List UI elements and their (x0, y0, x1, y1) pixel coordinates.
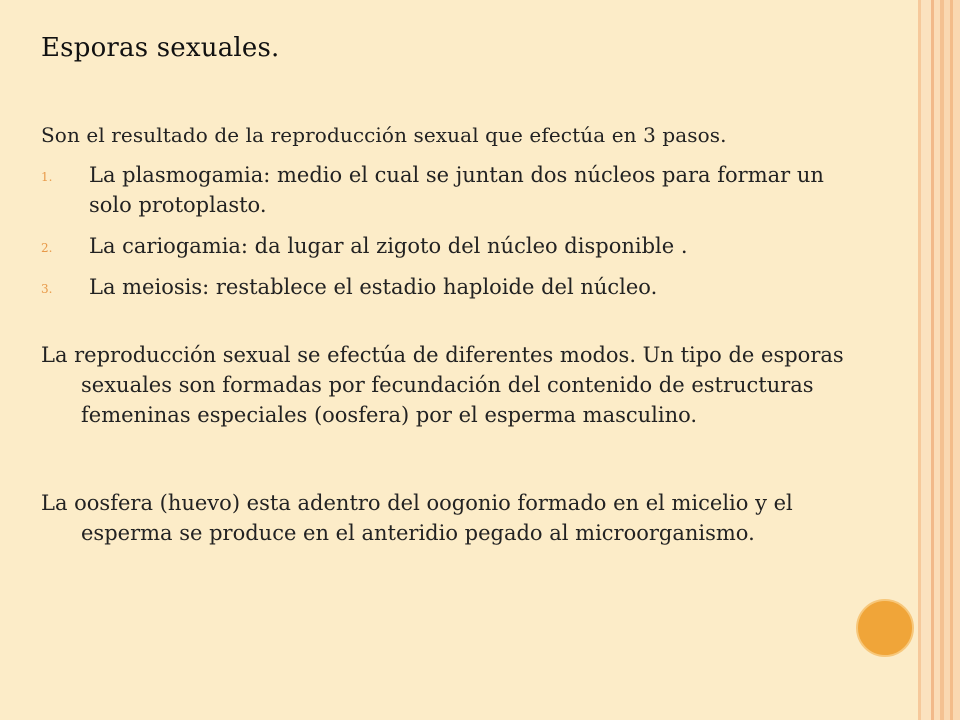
decorative-stripe (950, 0, 953, 720)
slide-body (41, 120, 871, 548)
slide-title: Esporas sexuales. (41, 33, 280, 63)
list-item-text: La meiosis: restablece el estadio haploide del núcleo. (89, 275, 658, 299)
orange-circle-decoration (856, 599, 914, 657)
list-number: 3. (41, 282, 53, 296)
decorative-stripe (921, 0, 931, 720)
list-item (41, 272, 871, 302)
paragraph-oosfera: La oosfera (huevo) esta adentro del oogonio formado en el micelio y el esperma se produce en el anteridio pegado al microorganismo. (41, 491, 793, 545)
list-item (41, 231, 871, 261)
steps-list (41, 160, 871, 302)
list-number: 1. (41, 170, 53, 184)
list-item-text: La cariogamia: da lugar al zigoto del núcleo disponible . (89, 234, 688, 258)
list-item-text: La plasmogamia: medio el cual se juntan dos núcleos para formar un solo protoplasto. (89, 163, 824, 217)
intro-text: Son el resultado de la reproducción sexual que efectúa en 3 pasos. (41, 123, 727, 147)
paragraph-reproduction: La reproducción sexual se efectúa de diferentes modos. Un tipo de esporas sexuales son formadas por fecundación del contenido de estructuras femeninas especiales (oosfera) por el esperma masculino. (41, 343, 844, 427)
list-item (41, 160, 871, 220)
list-number: 2. (41, 241, 53, 255)
